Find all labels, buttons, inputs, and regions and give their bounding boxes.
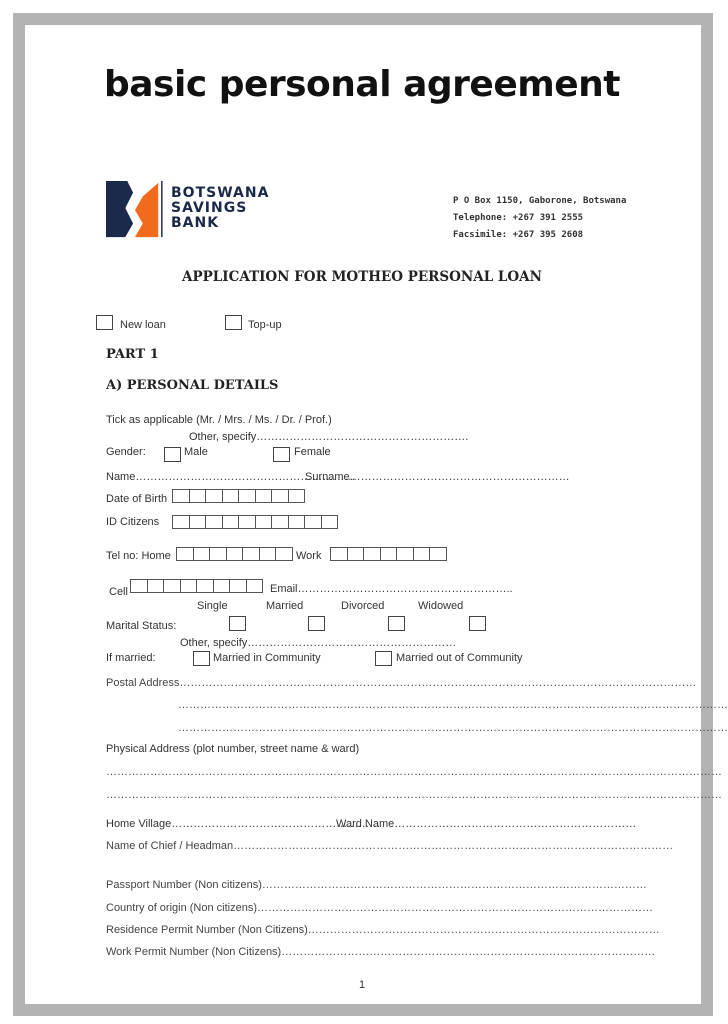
- digit-box[interactable]: [147, 579, 165, 593]
- ward-name-field[interactable]: Ward Name…………………………………………………………: [336, 818, 637, 830]
- digit-box[interactable]: [172, 489, 190, 503]
- title-other-specify[interactable]: Other, specify………………………………………………….: [189, 431, 469, 443]
- surname-field[interactable]: Surname……………………………………………………: [305, 471, 570, 483]
- bank-name-line: BANK: [171, 215, 220, 231]
- part-heading: PART 1: [106, 347, 159, 362]
- postal-address-line-3[interactable]: ……………………………………………………………………………………………………………………………………: [178, 722, 728, 734]
- digit-box[interactable]: [238, 515, 256, 529]
- digit-box[interactable]: [213, 579, 231, 593]
- id-input[interactable]: [173, 515, 338, 529]
- home-village-field[interactable]: Home Village…………………………………………………: [106, 818, 381, 830]
- digit-box[interactable]: [172, 515, 190, 529]
- bank-logo-icon: [106, 181, 164, 239]
- digit-box[interactable]: [222, 515, 240, 529]
- cell-input[interactable]: [131, 579, 263, 593]
- digit-box[interactable]: [275, 547, 293, 561]
- section-heading: A) PERSONAL DETAILS: [106, 378, 279, 393]
- digit-box[interactable]: [380, 547, 398, 561]
- physical-address-label: Physical Address (plot number, street name & ward): [106, 743, 360, 755]
- digit-box[interactable]: [209, 547, 227, 561]
- physical-address-line-2[interactable]: ……………………………………………………………………………………………………………………………………………………: [106, 789, 722, 801]
- postal-address-field[interactable]: Postal Address……………………………………………………………………………………………………………………………: [106, 677, 697, 689]
- tel-work-label: Work: [296, 550, 322, 562]
- digit-box[interactable]: [196, 579, 214, 593]
- married-out-community-label: Married out of Community: [396, 652, 523, 664]
- bank-name-line: SAVINGS: [171, 200, 248, 216]
- country-of-origin-field[interactable]: Country of origin (Non citizens)………………………………………………………………………………………………: [106, 902, 654, 914]
- name-field[interactable]: Name……………………………………………………: [106, 471, 356, 483]
- new-loan-label: New loan: [120, 319, 166, 331]
- male-label: Male: [184, 446, 208, 458]
- digit-box[interactable]: [242, 547, 260, 561]
- digit-box[interactable]: [222, 489, 240, 503]
- digit-box[interactable]: [180, 579, 198, 593]
- postal-address-line-2[interactable]: ……………………………………………………………………………………………………………………………………: [178, 699, 728, 711]
- digit-box[interactable]: [163, 579, 181, 593]
- dob-label: Date of Birth: [106, 493, 168, 505]
- digit-box[interactable]: [288, 515, 306, 529]
- work-permit-field[interactable]: Work Permit Number (Non Citizens)…………………………………………………………………………………………: [106, 946, 656, 958]
- id-label: ID Citizens: [106, 516, 160, 528]
- digit-box[interactable]: [130, 579, 148, 593]
- female-checkbox[interactable]: [273, 447, 290, 462]
- digit-box[interactable]: [189, 515, 207, 529]
- if-married-label: If married:: [106, 652, 156, 664]
- widowed-checkbox[interactable]: [469, 616, 486, 631]
- digit-box[interactable]: [205, 515, 223, 529]
- digit-box[interactable]: [271, 515, 289, 529]
- married-in-community-checkbox[interactable]: [193, 651, 210, 666]
- cell-label: Cell: [109, 586, 128, 598]
- digit-box[interactable]: [238, 489, 256, 503]
- marital-option-label: Single: [197, 600, 228, 612]
- page-title: basic personal agreement: [103, 64, 620, 105]
- married-in-community-label: Married in Community: [213, 652, 321, 664]
- male-checkbox[interactable]: [164, 447, 181, 462]
- physical-address-line-1[interactable]: ……………………………………………………………………………………………………………………………………………………: [106, 766, 722, 778]
- married-checkbox[interactable]: [308, 616, 325, 631]
- marital-other-specify[interactable]: Other, specify…………………………………………………: [180, 637, 457, 649]
- bank-contact: [453, 193, 626, 244]
- residence-permit-field[interactable]: Residence Permit Number (Non Citizens)……………………………………………………………………………………: [106, 924, 660, 936]
- digit-box[interactable]: [413, 547, 431, 561]
- title-instruction: Tick as applicable (Mr. / Mrs. / Ms. / Dr. / Prof.): [106, 414, 332, 426]
- marital-option-label: Widowed: [418, 600, 464, 612]
- digit-box[interactable]: [429, 547, 447, 561]
- email-field[interactable]: Email…………………………………………………..: [270, 583, 513, 595]
- single-checkbox[interactable]: [229, 616, 246, 631]
- digit-box[interactable]: [176, 547, 194, 561]
- passport-number-field[interactable]: Passport Number (Non citizens)……………………………………………………………………………………………: [106, 879, 647, 891]
- digit-box[interactable]: [229, 579, 247, 593]
- digit-box[interactable]: [259, 547, 277, 561]
- married-out-community-checkbox[interactable]: [375, 651, 392, 666]
- gender-label: Gender:: [106, 446, 146, 458]
- bank-name: [171, 186, 269, 231]
- bank-name-line: BOTSWANA: [171, 185, 270, 201]
- digit-box[interactable]: [189, 489, 207, 503]
- page-number: 1: [358, 979, 366, 991]
- tel-home-label: Tel no: Home: [106, 550, 171, 562]
- digit-box[interactable]: [321, 515, 339, 529]
- top-up-checkbox[interactable]: [225, 315, 242, 330]
- digit-box[interactable]: [255, 515, 273, 529]
- digit-box[interactable]: [396, 547, 414, 561]
- bank-telephone: Telephone: +267 391 2555: [453, 213, 584, 223]
- divorced-checkbox[interactable]: [388, 616, 405, 631]
- bank-address: P O Box 1150, Gaborone, Botswana: [453, 196, 627, 206]
- chief-headman-field[interactable]: Name of Chief / Headman…………………………………………………………………………………………………………: [106, 840, 674, 852]
- digit-box[interactable]: [193, 547, 211, 561]
- digit-box[interactable]: [330, 547, 348, 561]
- marital-option-label: Divorced: [341, 600, 385, 612]
- digit-box[interactable]: [347, 547, 365, 561]
- tel-home-input[interactable]: [177, 547, 293, 561]
- form-title: APPLICATION FOR MOTHEO PERSONAL LOAN: [182, 269, 542, 285]
- tel-work-input[interactable]: [331, 547, 447, 561]
- digit-box[interactable]: [255, 489, 273, 503]
- new-loan-checkbox[interactable]: [96, 315, 113, 330]
- digit-box[interactable]: [304, 515, 322, 529]
- page-frame: [13, 13, 728, 1016]
- digit-box[interactable]: [246, 579, 264, 593]
- marital-status-label: Marital Status:: [106, 620, 177, 632]
- marital-option-label: Married: [266, 600, 304, 612]
- dob-input[interactable]: [173, 489, 305, 503]
- top-up-label: Top-up: [248, 319, 282, 331]
- digit-box[interactable]: [363, 547, 381, 561]
- bank-facsimile: Facsimile: +267 395 2608: [453, 230, 584, 240]
- digit-box[interactable]: [226, 547, 244, 561]
- female-label: Female: [294, 446, 331, 458]
- digit-box[interactable]: [205, 489, 223, 503]
- digit-box[interactable]: [288, 489, 306, 503]
- digit-box[interactable]: [271, 489, 289, 503]
